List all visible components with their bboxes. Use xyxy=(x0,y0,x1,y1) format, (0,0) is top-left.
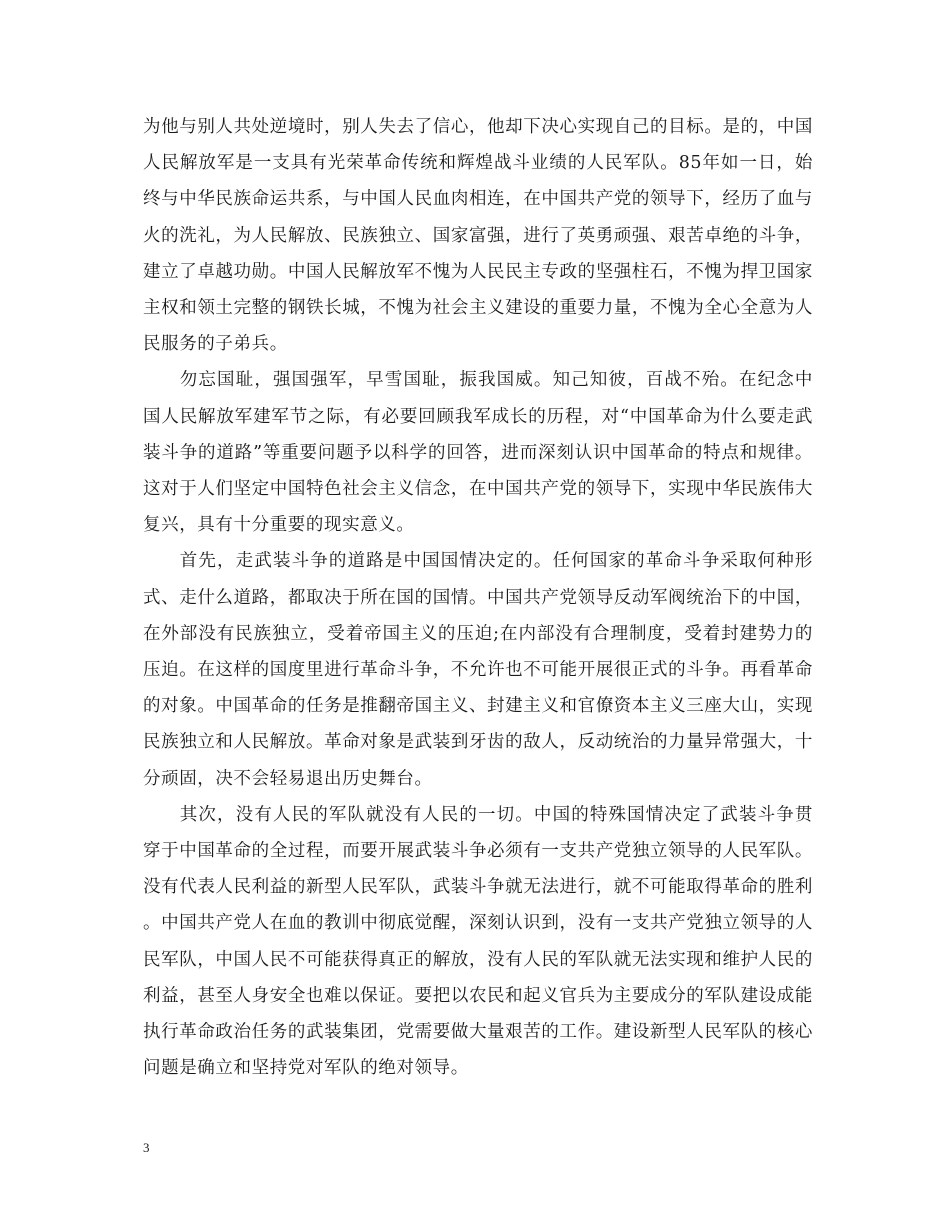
page-number: 3 xyxy=(143,1140,150,1155)
paragraph: 勿忘国耻，强国强军，早雪国耻，振我国威。知己知彼，百战不殆。在纪念中国人民解放军建军节之际，有必要回顾我军成长的历程，对“中国革命为什么要走武装斗争的道路”等重要问题予以科学的回答，进而深刻认识中国革命的特点和规律。这对于人们坚定中国特色社会主义信念，在中国共产党的领导下，实现中华民族伟大复兴，具有十分重要的现实意义。 xyxy=(143,370,813,536)
paragraph: 其次，没有人民的军队就没有人民的一切。中国的特殊国情决定了武装斗争贯穿于中国革命的全过程，而要开展武装斗争必须有一支共产党独立领导的人民军队。没有代表人民利益的新型人民军队，武装斗争就无法进行，就不可能取得革命的胜利。中国共产党人在血的教训中彻底觉醒，深刻认识到，没有一支共产党独立领导的人民军队，中国人民不可能获得真正的解放，没有人民的军队就无法实现和维护人民的利益，甚至人身安全也难以保证。要把以农民和起义官兵为主要成分的军队建设成能执行革命政治任务的武装集团，党需要做大量艰苦的工作。建设新型人民军队的核心问题是确立和坚持党对军队的绝对领导。 xyxy=(143,804,813,1079)
paragraph: 首先，走武装斗争的道路是中国国情决定的。任何国家的革命斗争采取何种形式、走什么道路，都取决于所在国的国情。中国共产党领导反动军阀统治下的中国，在外部没有民族独立，受着帝国主义的压迫;在内部没有合理制度，受着封建势力的压迫。在这样的国度里进行革命斗争，不允许也不可能开展很正式的斗争。再看革命的对象。中国革命的任务是推翻帝国主义、封建主义和官僚资本主义三座大山，实现民族独立和人民解放。革命对象是武装到牙齿的敌人，反动统治的力量异常强大，十分顽固，决不会轻易退出历史舞台。 xyxy=(143,551,813,789)
document-body xyxy=(143,109,813,1086)
paragraph-continuation: 为他与别人共处逆境时，别人失去了信心，他却下决心实现自己的目标。是的，中国人民解放军是一支具有光荣革命传统和辉煌战斗业绩的人民军队。85年如一日，始终与中华民族命运共系，与中国人民血肉相连，在中国共产党的领导下，经历了血与火的洗礼，为人民解放、民族独立、国家富强，进行了英勇顽强、艰苦卓绝的斗争，建立了卓越功勋。中国人民解放军不愧为人民民主专政的坚强柱石，不愧为捍卫国家主权和领土完整的钢铁长城，不愧为社会主义建设的重要力量，不愧为全心全意为人民服务的子弟兵。 xyxy=(143,117,813,355)
